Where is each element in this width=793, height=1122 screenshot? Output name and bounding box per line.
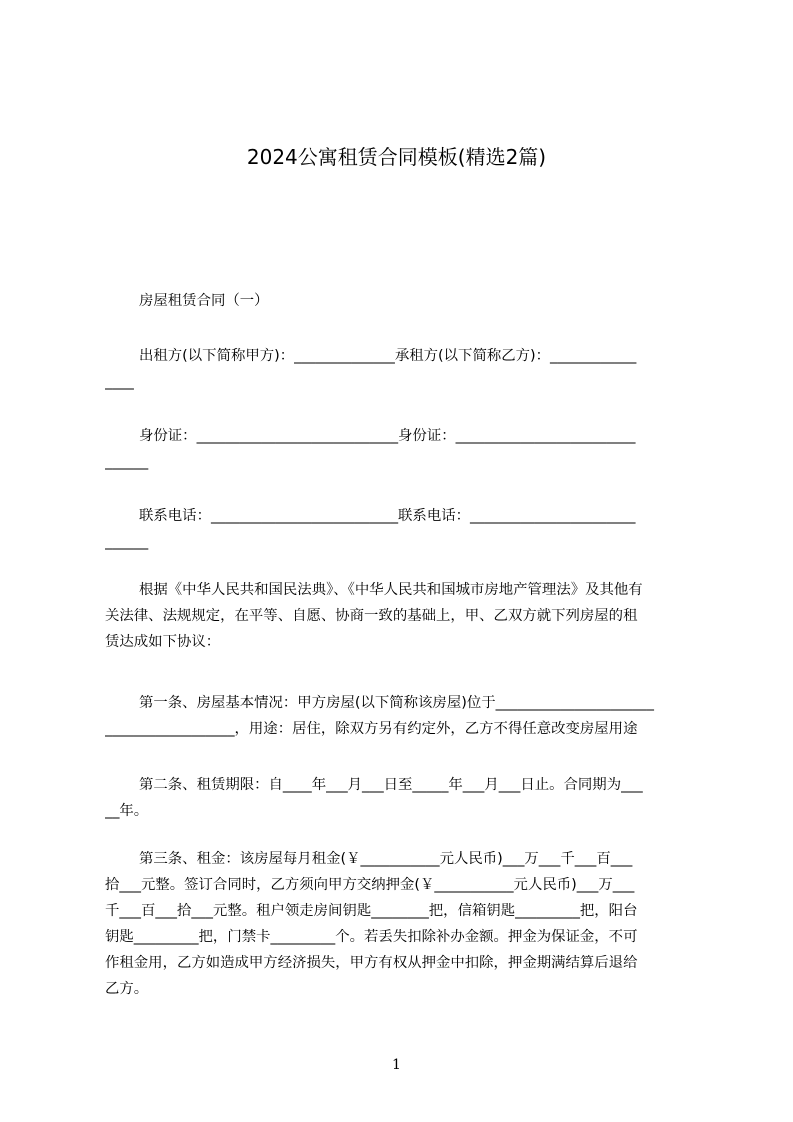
phone-paragraph xyxy=(105,503,701,555)
parties-line-2: ____ xyxy=(105,374,134,390)
document-title: 2024公寓租赁合同模板(精选2篇) xyxy=(246,145,547,169)
article-3-line-6: 乙方。 xyxy=(105,981,149,997)
page-number: 1 xyxy=(392,1057,401,1073)
article-2-line-1: 第二条、租赁期限：自____年___月___日至_____年___月___日止。合同期为___ xyxy=(139,777,643,793)
article-1-line-2: __________________，用途：居住，除双方另有约定外，乙方不得任意改变房屋用途 xyxy=(105,721,638,737)
article-3-line-2: 拾___元整。签订合同时，乙方须向甲方交纳押金(￥___________元人民币)___万___ xyxy=(105,877,635,893)
phone-line-2: ______ xyxy=(105,534,149,550)
parties-paragraph xyxy=(105,343,701,395)
preamble-line-1: 根据《中华人民共和国民法典》、《中华人民共和国城市房地产管理法》及其他有 xyxy=(139,582,643,598)
section-heading-text: 房屋租赁合同（一） xyxy=(139,293,269,309)
article-1-line-1: 第一条、房屋基本情况：甲方房屋(以下简称该房屋)位于______________________ xyxy=(139,695,654,711)
preamble-line-2: 关法律、法规规定，在平等、自愿、协商一致的基础上，甲、乙双方就下列房屋的租 xyxy=(105,608,638,624)
id-card-paragraph xyxy=(105,423,701,475)
id-card-line-1: 身份证：____________________________身份证：_________________________ xyxy=(139,428,636,444)
article-3-line-1: 第三条、租金：该房屋每月租金(￥___________元人民币)___万___千___百___ xyxy=(139,851,633,867)
article-3-line-4: 钥匙_________把，门禁卡_________个。若丢失扣除补办金额。押金为保证金，不可 xyxy=(105,929,638,945)
preamble-paragraph xyxy=(105,577,701,655)
article-1-paragraph xyxy=(105,690,701,742)
preamble-line-3: 赁达成如下协议： xyxy=(105,634,221,650)
article-2-paragraph xyxy=(105,772,701,824)
article-3-paragraph xyxy=(105,846,701,1002)
id-card-line-2: ______ xyxy=(105,454,149,470)
section-heading xyxy=(105,288,701,314)
article-2-line-2: __年。 xyxy=(105,803,149,819)
phone-line-1: 联系电话：__________________________联系电话：_______________________ xyxy=(139,508,636,524)
article-3-line-3: 千___百___拾___元整。租户领走房间钥匙________把，信箱钥匙_________把，阳台 xyxy=(105,903,638,919)
article-3-line-5: 作租金用，乙方如造成甲方经济损失，甲方有权从押金中扣除，押金期满结算后退给 xyxy=(105,955,638,971)
parties-line-1: 出租方(以下简称甲方)：______________承租方(以下简称乙方)：____________ xyxy=(139,348,637,364)
